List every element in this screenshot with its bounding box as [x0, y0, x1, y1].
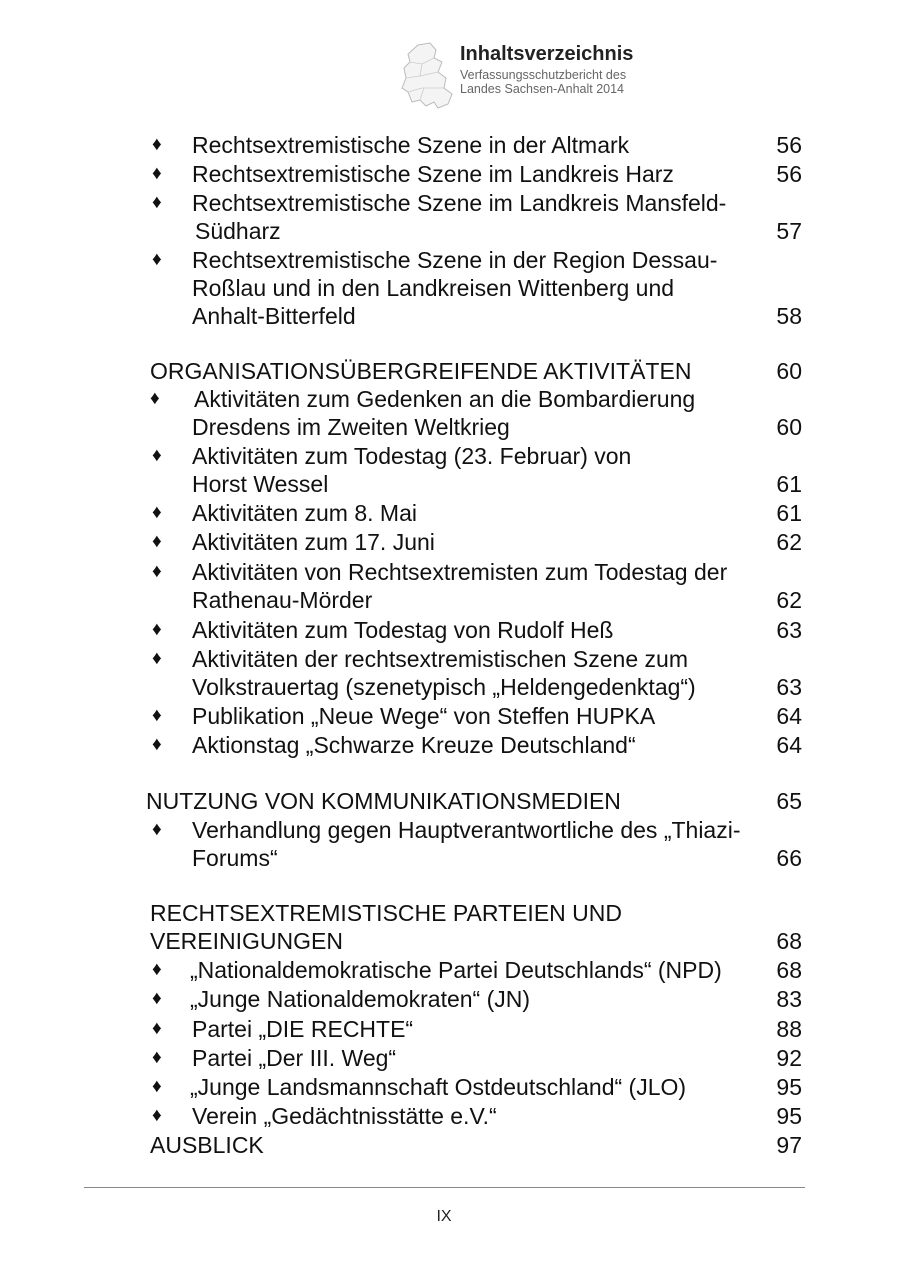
bullet-icon: ♦ [152, 734, 162, 755]
toc-entry-title: Aktivitäten von Rechtsextremisten zum Todestag der [192, 559, 728, 585]
toc-entry-page: 57 [776, 218, 802, 244]
toc-entry-page: 68 [776, 957, 802, 983]
toc-entry-title: Partei „DIE RECHTE“ [192, 1016, 414, 1042]
section-heading-page: 65 [776, 788, 802, 814]
toc-entry-page: 61 [776, 500, 802, 526]
toc-entry-title: Rechtsextremistische Szene in der Region Dessau- [192, 247, 718, 273]
toc-entry-title: Partei „Der III. Weg“ [192, 1045, 397, 1071]
toc-entry-page: 95 [776, 1074, 802, 1100]
toc-entry-title-cont: Dresdens im Zweiten Weltkrieg [192, 414, 510, 440]
toc-entry-title: Verhandlung gegen Hauptverantwortliche des „Thiazi- [192, 817, 741, 843]
bullet-icon: ♦ [152, 648, 162, 669]
toc-entry-title-cont: Rathenau-Mörder [192, 587, 373, 613]
bullet-icon: ♦ [152, 561, 162, 582]
toc-entry-page: 60 [776, 414, 802, 440]
toc-entry-page: 63 [776, 617, 802, 643]
bullet-icon: ♦ [152, 445, 162, 466]
toc-entry-page: 66 [776, 845, 802, 871]
bullet-icon: ♦ [152, 163, 162, 184]
toc-entry-title: „Nationaldemokratische Partei Deutschlands“ (NPD) [190, 957, 722, 983]
toc-entry-title-cont: Horst Wessel [192, 471, 329, 497]
toc-entry-title: Rechtsextremistische Szene im Landkreis Harz [192, 161, 674, 187]
toc-entry-title: Rechtsextremistische Szene in der Altmark [192, 132, 630, 158]
toc-entry-title: Aktivitäten zum Todestag von Rudolf Heß [192, 617, 614, 643]
bullet-icon: ♦ [152, 134, 162, 155]
bullet-icon: ♦ [152, 531, 162, 552]
toc-entry-title: Verein „Gedächtnisstätte e.V.“ [192, 1103, 497, 1129]
toc-entry-page: 56 [776, 132, 802, 158]
header-subtitle-line2: Landes Sachsen-Anhalt 2014 [460, 82, 625, 96]
footer-divider [84, 1187, 805, 1188]
section-heading-cont: VEREINIGUNGEN [150, 928, 343, 954]
toc-entry-page: 62 [776, 529, 802, 555]
toc-entry-title: „Junge Landsmannschaft Ostdeutschland“ (JLO) [190, 1074, 687, 1100]
toc-entry-title: Aktivitäten zum Gedenken an die Bombardierung [194, 386, 696, 412]
header-subtitle-line1: Verfassungsschutzbericht des [460, 68, 627, 82]
toc-entry-title: Rechtsextremistische Szene im Landkreis Mansfeld- [192, 190, 727, 216]
toc-entry-page: 63 [776, 674, 802, 700]
toc-entry-page: 92 [776, 1045, 802, 1071]
section-heading: NUTZUNG VON KOMMUNIKATIONSMEDIEN [146, 788, 621, 814]
bullet-icon: ♦ [152, 819, 162, 840]
bullet-icon: ♦ [152, 1047, 162, 1068]
bullet-icon: ♦ [152, 959, 162, 980]
section-heading: RECHTSEXTREMISTISCHE PARTEIEN UND [150, 900, 622, 926]
toc-entry-page: 56 [776, 161, 802, 187]
toc-entry-page: 95 [776, 1103, 802, 1129]
section-heading-page: 68 [776, 928, 802, 954]
toc-entry-page: 58 [776, 303, 802, 329]
toc-entry-title: „Junge Nationaldemokraten“ (JN) [190, 986, 531, 1012]
bullet-icon: ♦ [152, 988, 162, 1009]
toc-entry-title: Aktionstag „Schwarze Kreuze Deutschland“ [192, 732, 636, 758]
toc-entry-page: 62 [776, 587, 802, 613]
bullet-icon: ♦ [152, 1076, 162, 1097]
toc-entry-title-cont: Volkstrauertag (szenetypisch „Heldengedenktag“) [192, 674, 696, 700]
bullet-icon: ♦ [152, 1018, 162, 1039]
bullet-icon: ♦ [152, 249, 162, 270]
toc-entry-page: 61 [776, 471, 802, 497]
toc-entry-title: Aktivitäten zum 8. Mai [192, 500, 417, 526]
section-heading-page: 97 [776, 1132, 802, 1158]
toc-entry-title: Aktivitäten zum Todestag (23. Februar) von [192, 443, 632, 469]
section-heading: AUSBLICK [150, 1132, 264, 1158]
toc-entry-title: Aktivitäten zum 17. Juni [192, 529, 435, 555]
toc-entry-title-cont: Forums“ [192, 845, 278, 871]
toc-entry-page: 88 [776, 1016, 802, 1042]
section-heading: ORGANISATIONSÜBERGREIFENDE AKTIVITÄTEN [150, 358, 692, 384]
toc-entry-title: Aktivitäten der rechtsextremistischen Szene zum [192, 646, 688, 672]
toc-entry-page: 64 [776, 703, 802, 729]
bullet-icon: ♦ [152, 192, 162, 213]
bullet-icon: ♦ [152, 1105, 162, 1126]
bullet-icon: ♦ [152, 502, 162, 523]
bullet-icon: ♦ [150, 388, 160, 409]
toc-entry-page: 64 [776, 732, 802, 758]
bullet-icon: ♦ [152, 705, 162, 726]
page-number: IX [436, 1208, 452, 1225]
header-title: Inhaltsverzeichnis [460, 43, 634, 65]
toc-entry-title: Publikation „Neue Wege“ von Steffen HUPKA [192, 703, 656, 729]
section-heading-page: 60 [776, 358, 802, 384]
toc-entry-page: 83 [776, 986, 802, 1012]
toc-entry-title-cont: Anhalt-Bitterfeld [192, 303, 356, 329]
toc-entry-title-cont: Roßlau und in den Landkreisen Wittenberg und [192, 275, 675, 301]
toc-entry-title-cont: Südharz [195, 218, 281, 244]
bullet-icon: ♦ [152, 619, 162, 640]
